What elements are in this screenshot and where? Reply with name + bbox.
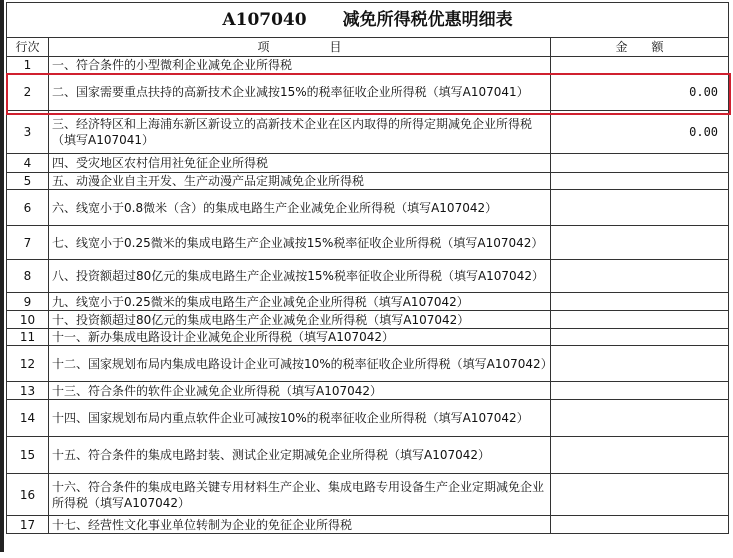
row-number: 5: [7, 173, 49, 190]
row-number: 10: [7, 311, 49, 329]
row-amount[interactable]: [551, 437, 729, 474]
row-number: 14: [7, 400, 49, 437]
row-amount[interactable]: [551, 516, 729, 534]
row-item: 十五、符合条件的集成电路封装、测试企业定期减免企业所得税（填写A107042）: [49, 437, 551, 474]
table-row: [7, 311, 729, 329]
row-amount[interactable]: [551, 226, 729, 260]
row-number: 17: [7, 516, 49, 534]
row-number: 11: [7, 329, 49, 346]
row-number: 16: [7, 474, 49, 516]
row-amount[interactable]: [551, 154, 729, 173]
row-number: 1: [7, 57, 49, 74]
left-border: [0, 0, 4, 558]
table-row: [7, 111, 729, 154]
header-row-no: 行次: [7, 38, 49, 57]
table-row: [7, 57, 729, 74]
row-item: 三、经济特区和上海浦东新区新设立的高新技术企业在区内取得的所得定期减免企业所得税（填写A107041）: [49, 111, 551, 154]
row-number: 7: [7, 226, 49, 260]
row-item: 七、线宽小于0.25微米的集成电路生产企业减按15%税率征收企业所得税（填写A107042）: [49, 226, 551, 260]
row-number: 8: [7, 260, 49, 293]
table-row: [7, 226, 729, 260]
row-item: 五、动漫企业自主开发、生产动漫产品定期减免企业所得税: [49, 173, 551, 190]
row-amount[interactable]: 0.00: [551, 74, 729, 111]
header-item: 项 目: [49, 38, 551, 57]
row-number: 3: [7, 111, 49, 154]
row-amount[interactable]: [551, 346, 729, 382]
row-amount[interactable]: [551, 57, 729, 74]
row-item: 四、受灾地区农村信用社免征企业所得税: [49, 154, 551, 173]
table-row: [7, 173, 729, 190]
table-row: [7, 190, 729, 226]
row-number: 4: [7, 154, 49, 173]
row-number: 12: [7, 346, 49, 382]
row-number: 2: [7, 74, 49, 111]
row-number: 6: [7, 190, 49, 226]
form-name: 减免所得税优惠明细表: [342, 10, 513, 30]
table-row: [7, 329, 729, 346]
row-amount[interactable]: [551, 190, 729, 226]
row-item: 九、线宽小于0.25微米的集成电路生产企业减免企业所得税（填写A107042）: [49, 293, 551, 311]
row-amount[interactable]: [551, 293, 729, 311]
table-row: [7, 382, 729, 400]
bottom-edge: [0, 552, 733, 558]
row-amount[interactable]: [551, 329, 729, 346]
row-number: 15: [7, 437, 49, 474]
table-row: [7, 516, 729, 534]
table-row: [7, 474, 729, 516]
row-amount[interactable]: [551, 382, 729, 400]
row-item: 十六、符合条件的集成电路关键专用材料生产企业、集成电路专用设备生产企业定期减免企业所得税（填写A107042）: [49, 474, 551, 516]
row-amount[interactable]: [551, 260, 729, 293]
row-item: 十二、国家规划布局内集成电路设计企业可减按10%的税率征收企业所得税（填写A107042）: [49, 346, 551, 382]
header-row: [7, 38, 729, 57]
row-item: 十七、经营性文化事业单位转制为企业的免征企业所得税: [49, 516, 551, 534]
row-item: 六、线宽小于0.8微米（含）的集成电路生产企业减免企业所得税（填写A107042）: [49, 190, 551, 226]
tax-reduction-table: [6, 2, 729, 534]
table-title-row: [7, 3, 729, 38]
row-amount[interactable]: [551, 311, 729, 329]
row-item: 十一、新办集成电路设计企业减免企业所得税（填写A107042）: [49, 329, 551, 346]
form-code: A107040: [222, 10, 307, 30]
row-amount[interactable]: [551, 400, 729, 437]
table-row: [7, 154, 729, 173]
table-row: [7, 346, 729, 382]
row-number: 9: [7, 293, 49, 311]
row-amount[interactable]: 0.00: [551, 111, 729, 154]
table-row: [7, 293, 729, 311]
table-row: [7, 74, 729, 111]
row-number: 13: [7, 382, 49, 400]
row-item: 十三、符合条件的软件企业减免企业所得税（填写A107042）: [49, 382, 551, 400]
row-item: 十、投资额超过80亿元的集成电路生产企业减免企业所得税（填写A107042）: [49, 311, 551, 329]
table-row: [7, 400, 729, 437]
row-item: 十四、国家规划布局内重点软件企业可减按10%的税率征收企业所得税（填写A107042）: [49, 400, 551, 437]
row-amount[interactable]: [551, 474, 729, 516]
table-row: [7, 437, 729, 474]
table-row: [7, 260, 729, 293]
row-amount[interactable]: [551, 173, 729, 190]
row-item: 八、投资额超过80亿元的集成电路生产企业减按15%税率征收企业所得税（填写A107042）: [49, 260, 551, 293]
row-item: 二、国家需要重点扶持的高新技术企业减按15%的税率征收企业所得税（填写A107041）: [49, 74, 551, 111]
header-amount: 金 额: [551, 38, 729, 57]
row-item: 一、符合条件的小型微利企业减免企业所得税: [49, 57, 551, 74]
